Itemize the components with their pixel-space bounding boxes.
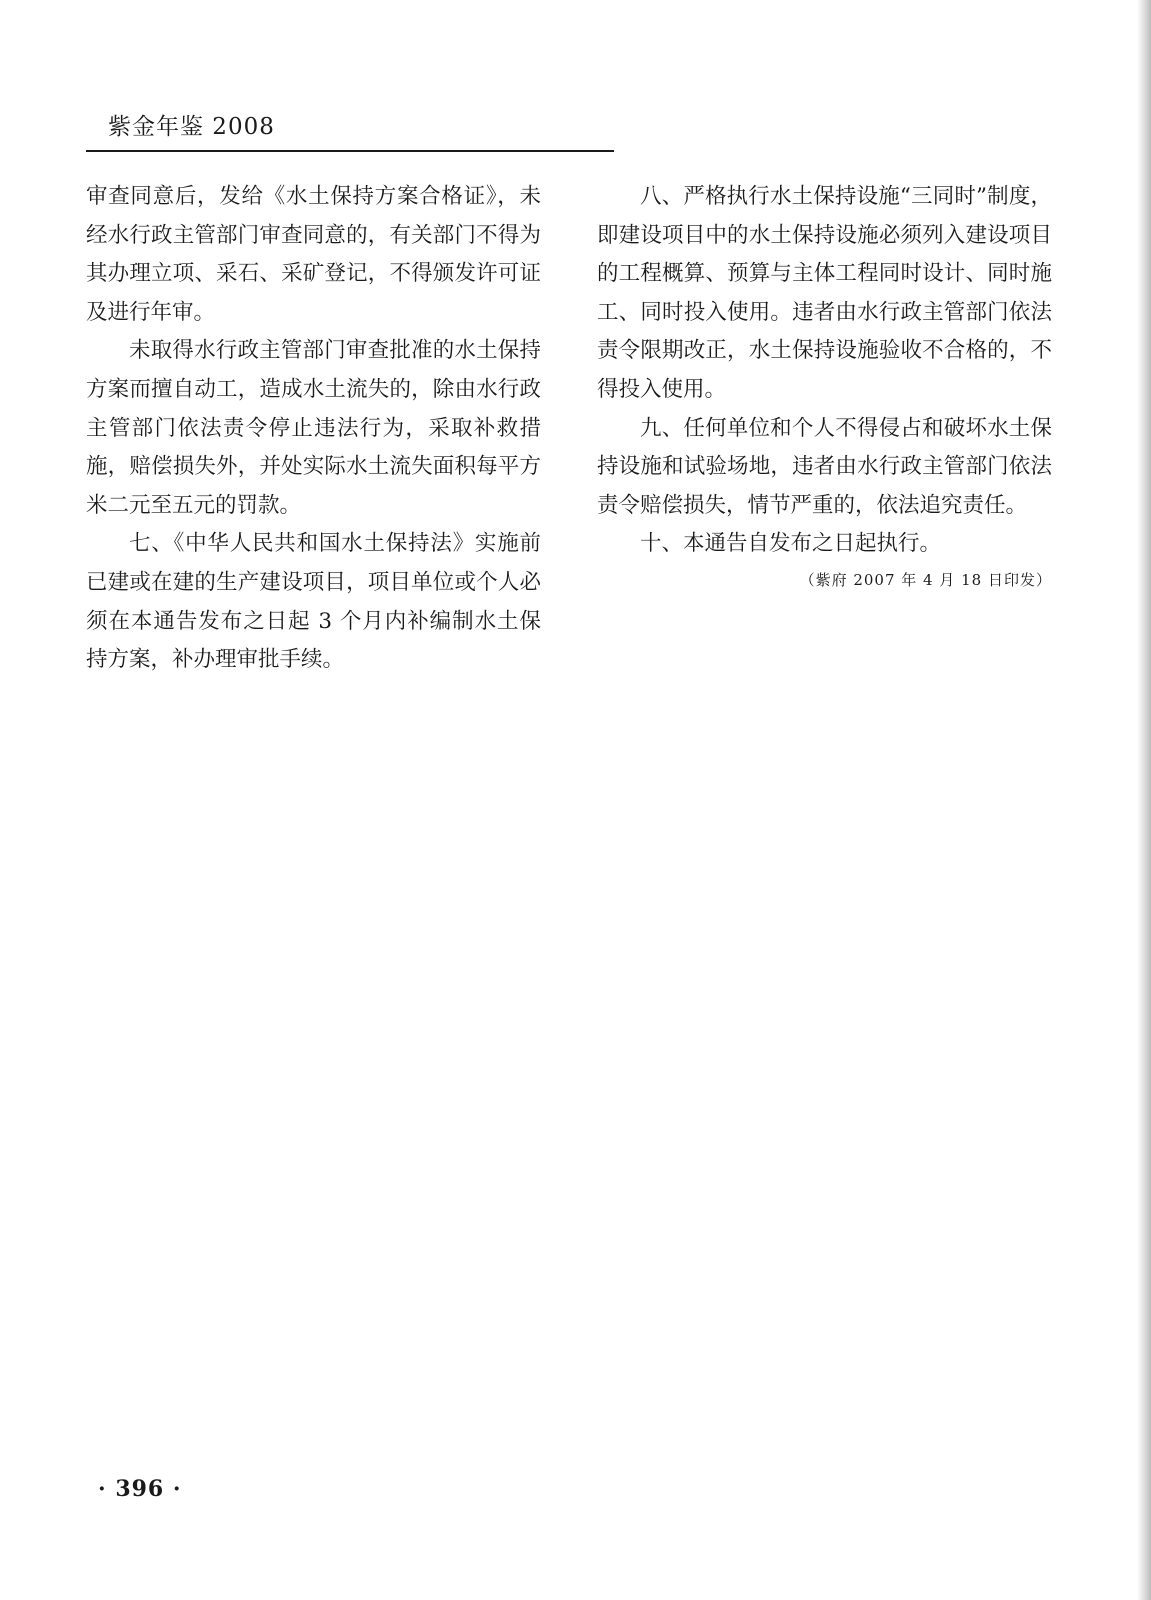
right-column (597, 178, 1052, 594)
left-column (86, 178, 541, 680)
paragraph: 审查同意后，发给《水土保持方案合格证》，未经水行政主管部门审查同意的，有关部门不得为其办理立项、采石、采矿登记，不得颁发许可证及进行年审。 (86, 184, 541, 325)
paragraph: 十、本通告自发布之日起执行。 (640, 531, 942, 557)
paragraph: 未取得水行政主管部门审查批准的水土保持方案而擅自动工，造成水土流失的，除由水行政主管部门依法责令停止违法行为，采取补救措施，赔偿损失外，并处实际水土流失面积每平方米二元至五元的罚款。 (86, 338, 541, 518)
paragraph: 九、任何单位和个人不得侵占和破坏水土保持设施和试验场地，违者由水行政主管部门依法责令赔偿损失，情节严重的，依法追究责任。 (597, 415, 1052, 518)
header-rule (86, 150, 614, 152)
paragraph: 八、严格执行水土保持设施“三同时”制度，即建设项目中的水土保持设施必须列入建设项目的工程概算、预算与主体工程同时设计、同时施工、同时投入使用。违者由水行政主管部门依法责令限期改正，水土保持设施验收不合格的，不得投入使用。 (597, 184, 1052, 402)
running-header: 紫金年鉴 2008 (108, 114, 275, 140)
page-edge-shadow (1137, 0, 1151, 1600)
paragraph: 七、《中华人民共和国水土保持法》实施前已建或在建的生产建设项目，项目单位或个人必须在本通告发布之日起 3 个月内补编制水土保持方案，补办理审批手续。 (86, 531, 541, 673)
page-number: · 396 · (98, 1476, 182, 1502)
issuance-note: （紫府 2007 年 4 月 18 日印发） (799, 570, 1052, 589)
